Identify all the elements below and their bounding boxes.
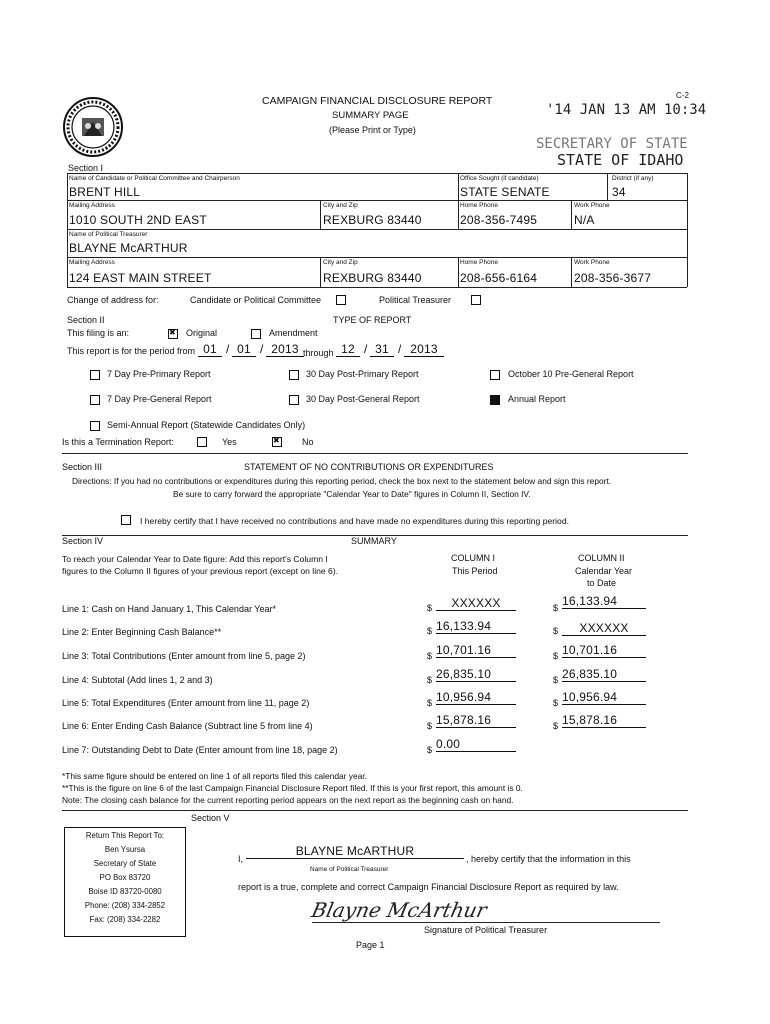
summary-note-2: **This is the figure on line 6 of the last Campaign Financial Disclosure Report filed. If this is your first report, this amount is 0. [62,783,523,793]
summary-line-label: Line 1: Cash on Hand January 1, This Calendar Year* [62,604,276,614]
original-checkbox[interactable] [168,329,178,339]
oct10-label: October 10 Pre-General Report [508,369,634,379]
line4-col2[interactable]: 26,835.10 [562,667,646,682]
column2-title: COLUMN II [578,553,625,563]
currency-sign: $ [427,745,433,755]
column1-title: COLUMN I [451,553,496,563]
line2-col2[interactable]: XXXXXX [562,621,646,636]
date-slash: / [226,342,230,356]
currency-sign: $ [553,603,559,613]
change-address-label: Change of address for: [67,295,159,305]
treasurer-mailing-label: Mailing Address [69,259,115,266]
summary-line-label: Line 7: Outstanding Debt to Date (Enter amount from line 18, page 2) [62,745,338,755]
currency-sign: $ [427,626,433,636]
pre-general-label: 7 Day Pre-General Report [107,394,212,404]
certify-i-label: I, [238,854,244,864]
summary-line-label: Line 4: Subtotal (Add lines 1, 2 and 3) [62,675,213,685]
section3-label: Section III [62,462,103,472]
line4-col1[interactable]: 26,835.10 [436,667,516,682]
return-line: Ben Ysursa [104,845,146,854]
treasurer-city-field[interactable]: REXBURG 83440 [323,271,422,285]
post-general-checkbox[interactable] [289,395,299,405]
candidate-name-label: Name of Candidate or Political Committee and Chairperson [69,175,240,182]
office-sought-field[interactable]: STATE SENATE [460,185,550,199]
home-phone-label: Home Phone [460,202,498,209]
currency-sign: $ [427,698,433,708]
period-to-day[interactable]: 31 [370,342,394,357]
certify-text: , hereby certify that the information in this [466,854,631,864]
post-general-label: 30 Day Post-General Report [306,394,420,404]
period-from-day[interactable]: 01 [232,342,256,357]
form-code: C-2 [676,91,689,100]
line3-col1[interactable]: 10,701.16 [436,643,516,658]
termination-yes-checkbox[interactable] [197,437,207,447]
form-instruction: (Please Print or Type) [329,125,416,135]
certify-treasurer-name[interactable]: BLAYNE McARTHUR [246,844,464,859]
section3-title: STATEMENT OF NO CONTRIBUTIONS OR EXPENDITURES [244,462,494,472]
section2-label: Section II [67,315,105,325]
pre-primary-checkbox[interactable] [90,370,100,380]
office-sought-label: Office Sought (if candidate) [460,175,539,182]
treasurer-work-phone-field[interactable]: 208-356-3677 [574,271,652,285]
change-treasurer-label: Political Treasurer [379,295,452,305]
amendment-checkbox[interactable] [251,329,261,339]
column2-subtitle-1: Calendar Year [575,566,633,576]
summary-line-label: Line 5: Total Expenditures (Enter amount from line 11, page 2) [62,698,310,708]
date-slash: / [398,342,402,356]
treasurer-city-label: City and Zip [323,259,358,266]
through-label: through [303,348,334,358]
no-contributions-statement: I hereby certify that I have received no contributions and have made no expenditures during this reporting period. [140,516,569,526]
period-from-month[interactable]: 01 [198,342,222,357]
received-stamp-state: STATE OF IDAHO [557,151,684,169]
currency-sign: $ [553,626,559,636]
pre-general-checkbox[interactable] [90,395,100,405]
currency-sign: $ [553,721,559,731]
section3-directions-2: Be sure to carry forward the appropriate "Calendar Year to Date" figures in Column II, Section IV. [173,489,531,499]
period-label: This report is for the period from [67,346,196,356]
termination-no-label: No [302,437,314,447]
work-phone-label: Work Phone [574,202,610,209]
period-to-year[interactable]: 2013 [404,342,444,357]
semiannual-checkbox[interactable] [90,421,100,431]
summary-note-1: *This same figure should be entered on line 1 of all reports filed this calendar year. [62,771,367,781]
work-phone-field[interactable]: N/A [574,213,595,227]
candidate-name-field[interactable]: BRENT HILL [69,185,141,199]
currency-sign: $ [553,651,559,661]
return-line: Fax: (208) 334-2282 [89,915,161,924]
original-label: Original [186,328,218,338]
change-candidate-checkbox[interactable] [336,295,346,305]
date-slash: / [364,342,368,356]
change-candidate-label: Candidate or Political Committee [190,295,322,305]
termination-yes-label: Yes [222,437,237,447]
amendment-label: Amendment [269,328,318,338]
date-slash: / [260,342,264,356]
line1-col1[interactable]: XXXXXX [436,596,516,611]
received-stamp-office: SECRETARY OF STATE [536,136,688,152]
summary-intro-2: figures to the Column II figures of your previous report (except on line 6). [62,566,339,576]
return-line: Boise ID 83720-0080 [88,887,162,896]
treasurer-mailing-field[interactable]: 124 EAST MAIN STREET [69,271,212,285]
mailing-address-label: Mailing Address [69,202,115,209]
line5-col2[interactable]: 10,956.94 [562,690,646,705]
name-caption: Name of Political Treasurer [310,866,389,873]
column2-subtitle-2: to Date [587,578,617,588]
section3-directions-1: Directions: If you had no contributions or expenditures during this reporting period, check the box next to the statement below and sign this report. [72,476,612,486]
return-line: PO Box 83720 [99,873,151,882]
summary-line-label: Line 3: Total Contributions (Enter amount from line 5, page 2) [62,651,306,661]
summary-note-3: Note: The closing cash balance for the current reporting period appears on the next report as the beginning cash on hand. [62,795,514,805]
line6-col2[interactable]: 15,878.16 [562,713,646,728]
district-label: District (if any) [612,175,654,182]
summary-line-label: Line 2: Enter Beginning Cash Balance** [62,627,222,637]
line6-col1[interactable]: 15,878.16 [436,713,516,728]
currency-sign: $ [427,651,433,661]
period-from-year[interactable]: 2013 [266,342,304,357]
treasurer-name-field[interactable]: BLAYNE McARTHUR [69,241,188,255]
annual-report-label: Annual Report [508,394,566,404]
line3-col2[interactable]: 10,701.16 [562,643,646,658]
section5-label: Section V [191,813,230,823]
summary-title: SUMMARY [351,536,397,546]
filing-label: This filing is an: [67,328,130,338]
mailing-address-field[interactable]: 1010 SOUTH 2ND EAST [69,213,207,227]
post-primary-checkbox[interactable] [289,370,299,380]
termination-no-checkbox[interactable] [272,437,282,447]
post-primary-label: 30 Day Post-Primary Report [306,369,419,379]
city-zip-field[interactable]: REXBURG 83440 [323,213,422,227]
currency-sign: $ [553,675,559,685]
city-zip-label: City and Zip [323,202,358,209]
type-of-report-title: TYPE OF REPORT [333,315,412,325]
return-line: Phone: (208) 334-2852 [84,901,166,910]
treasurer-signature[interactable]: Blayne McArthur [309,898,489,922]
page-number: Page 1 [356,940,385,950]
line2-col1[interactable]: 16,133.94 [436,619,516,634]
state-seal-icon [62,96,124,158]
column1-subtitle: This Period [452,566,498,576]
currency-sign: $ [427,603,433,613]
period-to-month[interactable]: 12 [336,342,360,357]
annual-report-checkbox[interactable] [490,395,500,405]
change-treasurer-checkbox[interactable] [471,295,481,305]
form-title: CAMPAIGN FINANCIAL DISCLOSURE REPORT [262,95,493,107]
received-stamp-date: '14 JAN 13 AM 10:34 [546,102,707,118]
home-phone-field[interactable]: 208-356-7495 [460,213,538,227]
line5-col1[interactable]: 10,956.94 [436,690,516,705]
return-line: Return This Report To: [85,831,165,840]
pre-primary-label: 7 Day Pre-Primary Report [107,369,211,379]
return-line: Secretary of State [93,859,157,868]
treasurer-home-phone-label: Home Phone [460,259,498,266]
summary-line-label: Line 6: Enter Ending Cash Balance (Subtract line 5 from line 4) [62,721,313,731]
certify-report-text: report is a true, complete and correct Campaign Financial Disclosure Report as required by law. [238,882,619,892]
summary-intro-1: To reach your Calendar Year to Date figure: Add this report's Column I [62,554,328,564]
semiannual-label: Semi-Annual Report (Statewide Candidates Only) [107,420,306,430]
line1-col2[interactable]: 16,133.94 [562,594,646,609]
district-field[interactable]: 34 [612,185,626,199]
treasurer-work-phone-label: Work Phone [574,259,610,266]
treasurer-name-label: Name of Political Treasurer [69,231,148,238]
section1-label: Section I [68,163,104,173]
termination-label: Is this a Termination Report: [62,437,174,447]
treasurer-home-phone-field[interactable]: 208-656-6164 [460,271,538,285]
return-address-box [64,827,186,937]
oct10-checkbox[interactable] [490,370,500,380]
form-subtitle: SUMMARY PAGE [332,110,409,121]
currency-sign: $ [553,698,559,708]
section4-label: Section IV [62,536,104,546]
signature-caption: Signature of Political Treasurer [424,925,548,935]
line7-col1[interactable]: 0.00 [436,737,516,752]
no-contributions-checkbox[interactable] [121,515,131,525]
currency-sign: $ [427,675,433,685]
currency-sign: $ [427,721,433,731]
